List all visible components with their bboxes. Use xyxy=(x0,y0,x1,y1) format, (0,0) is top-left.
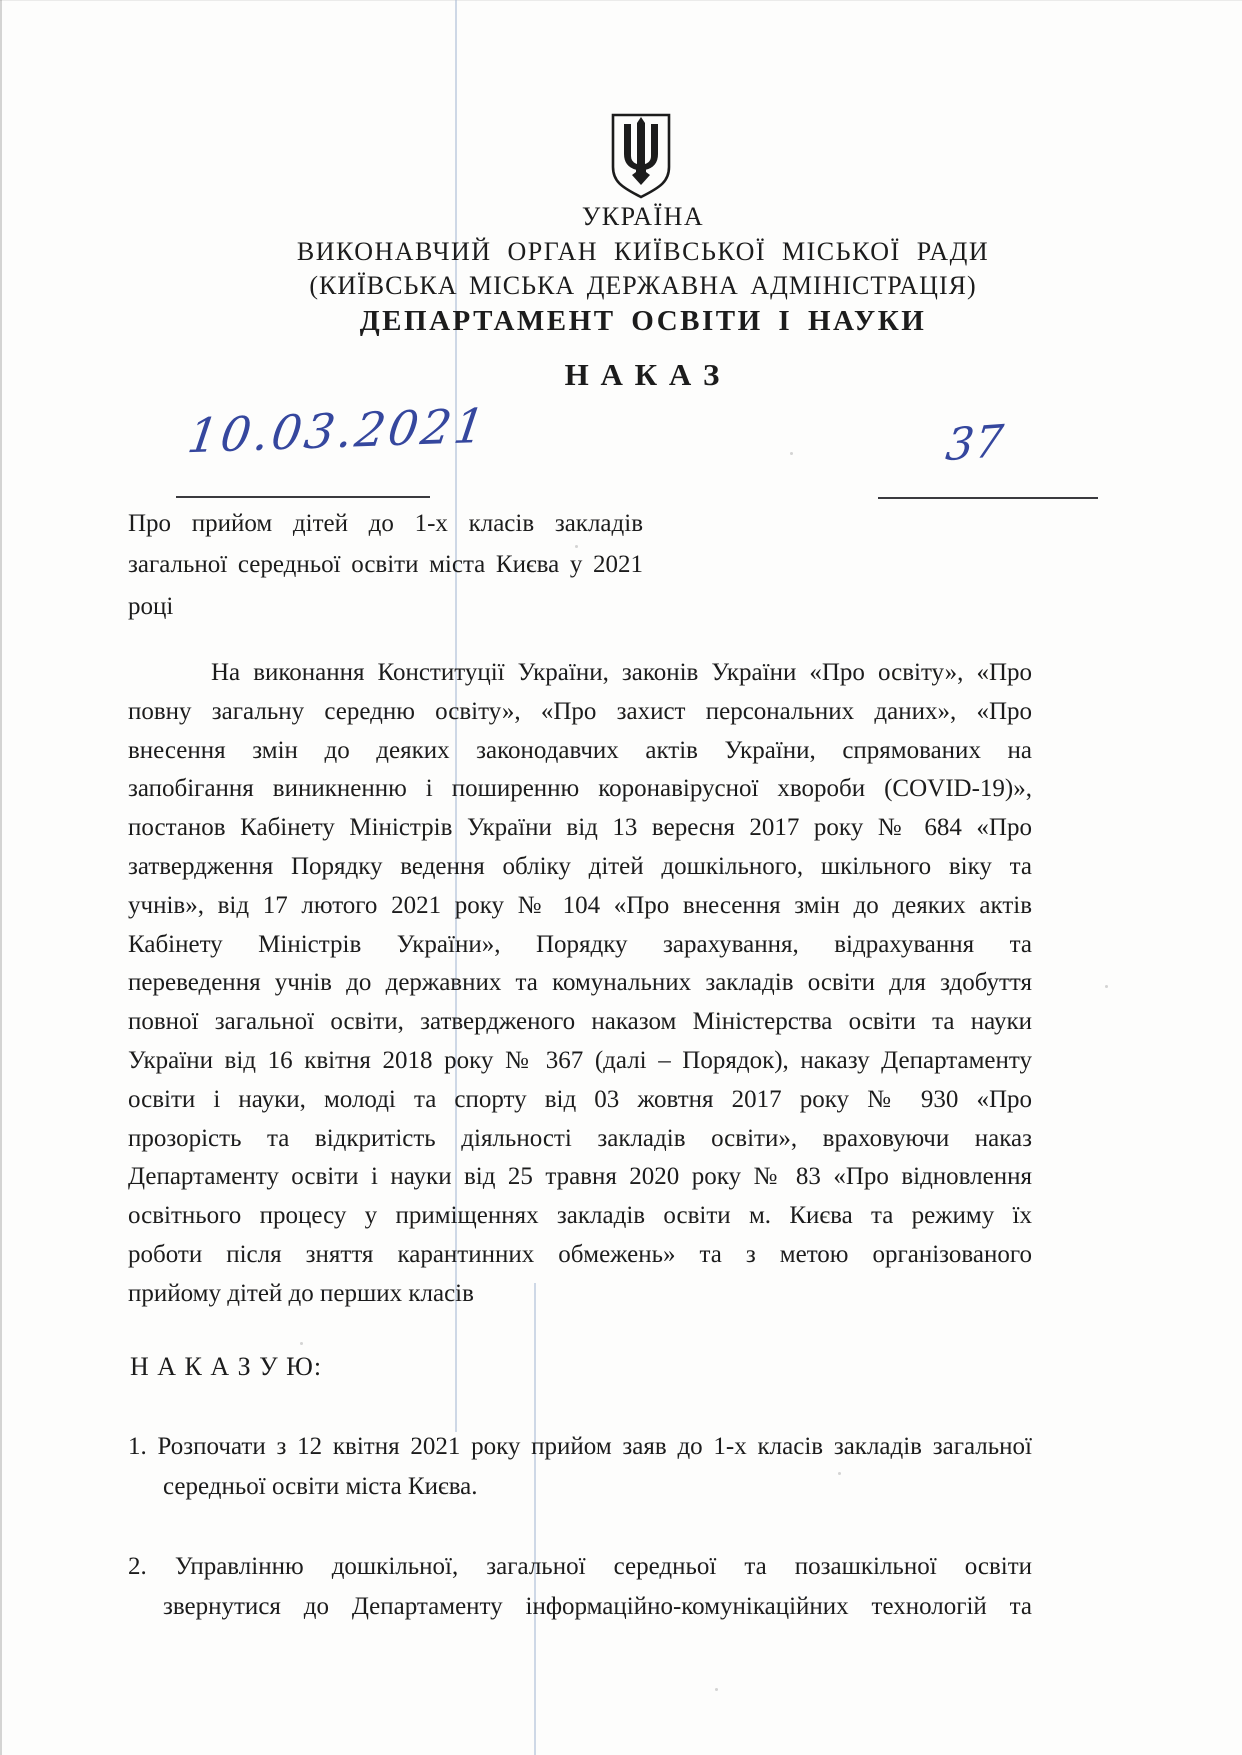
body-line: переведення учнів до державних та комунальних закладів освіти для здобуття xyxy=(128,969,1032,997)
scan-left-edge xyxy=(0,0,2,1755)
admin-name-line: (КИЇВСЬКА МІСЬКА ДЕРЖАВНА АДМІНІСТРАЦІЯ) xyxy=(309,271,977,300)
body-line: постанов Кабінету Міністрів України від 13 вересня 2017 року № 684 «Про xyxy=(128,814,1032,842)
body-line: Департаменту освіти і науки від 25 травня 2020 року № 83 «Про відновлення xyxy=(128,1163,1032,1191)
subject-line: Про прийом дітей до 1-х класів закладів xyxy=(128,510,643,537)
subject-line: загальної середньої освіти міста Києва у 2021 xyxy=(128,551,643,579)
scan-speckle xyxy=(790,452,793,455)
preamble-paragraph xyxy=(128,654,1032,1314)
item-line: звернутися до Департаменту інформаційно-комунікаційних технологій та xyxy=(163,1592,1032,1620)
item-text: Розпочати з 12 квітня 2021 року прийом заяв до 1-х класів закладів загальної xyxy=(157,1433,1032,1460)
item-number: 2. xyxy=(128,1553,147,1580)
scan-top-edge xyxy=(0,0,1242,1)
country-name: УКРАЇНА xyxy=(581,202,705,231)
subject-line: році xyxy=(128,592,174,620)
body-line: роботи після зняття карантинних обмежень» та з метою організованого xyxy=(128,1240,1032,1268)
handwritten-number: 37 xyxy=(943,415,1007,472)
org-name-line: ВИКОНАВЧИЙ ОРГАН КИЇВСЬКОЇ МІСЬКОЇ РАДИ xyxy=(296,237,990,266)
letterhead xyxy=(128,200,1158,394)
body-line: України від 16 квітня 2018 року № 367 (далі – Порядок), наказу Департаменту xyxy=(128,1046,1032,1074)
body-line: освіти і науки, молоді та спорту від 03 жовтня 2017 року № 930 «Про xyxy=(128,1085,1032,1113)
body-line: Кабінету Міністрів України», Порядку зарахування, відрахування та xyxy=(128,930,1032,958)
number-underline xyxy=(878,497,1098,499)
item-line: середньої освіти міста Києва. xyxy=(163,1472,478,1500)
body-line: повну загальну середню освіту», «Про захист персональних даних», «Про xyxy=(128,697,1032,725)
subject-block xyxy=(128,503,643,627)
item-text: Управлінню дошкільної, загальної середньої та позашкільної освіти xyxy=(174,1553,1032,1580)
ukraine-trident-emblem-icon xyxy=(608,111,674,201)
body-line: затвердження Порядку ведення обліку дітей дошкільного, шкільного віку та xyxy=(128,852,1032,880)
handwritten-date: 10.03.2021 xyxy=(184,398,491,465)
fold-line xyxy=(534,1283,536,1755)
body-line: внесення змін до деяких законодавчих актів України, спрямованих на xyxy=(128,736,1032,764)
body-line: повної загальної освіти, затвердженого наказом Міністерства освіти та науки xyxy=(128,1008,1032,1036)
scan-speckle xyxy=(300,1342,303,1345)
body-line: освітнього процесу у приміщеннях закладів освіти м. Києва та режиму їх xyxy=(128,1202,1032,1230)
document-type-title: Н А К А З xyxy=(564,357,722,392)
body-line: На виконання Конституції України, законів України «Про освіту», «Про xyxy=(211,659,1032,686)
scan-speckle xyxy=(715,1688,718,1691)
body-line: прозорість та відкритість діяльності закладів освіти», враховуючи наказ xyxy=(128,1124,1032,1152)
body-line: прийому дітей до перших класів xyxy=(128,1279,474,1307)
body-line: учнів», від 17 лютого 2021 року № 104 «Про внесення змін до деяких актів xyxy=(128,891,1032,919)
body-line: запобігання виникненню і поширенню коронавірусної хвороби (COVID-19)», xyxy=(128,775,1032,803)
item-line xyxy=(128,1547,1032,1587)
date-underline xyxy=(176,496,430,498)
item-number: 1. xyxy=(128,1433,147,1460)
scan-speckle xyxy=(1105,985,1108,988)
department-name: ДЕПАРТАМЕНТ ОСВІТИ І НАУКИ xyxy=(359,305,927,337)
order-item xyxy=(128,1547,1032,1626)
order-item xyxy=(128,1427,1032,1506)
order-heading: Н А К А З У Ю: xyxy=(130,1352,323,1381)
item-line xyxy=(128,1427,1032,1467)
